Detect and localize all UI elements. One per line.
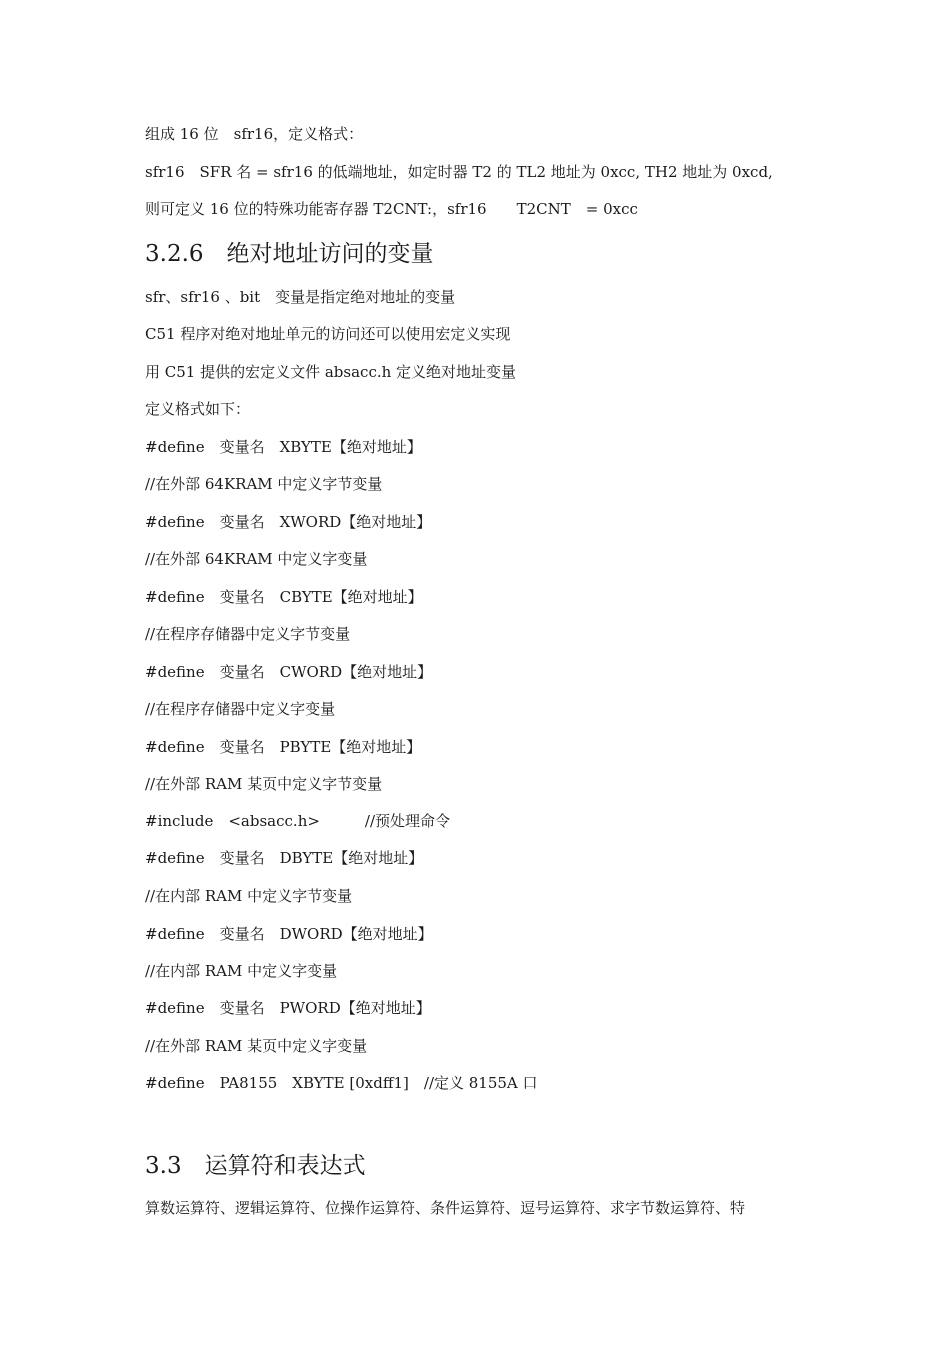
section-heading-3-2-6: 3.2.6 绝对地址访问的变量	[145, 241, 434, 267]
comment-line: //在外部 RAM 某页中定义字变量	[145, 1037, 368, 1055]
comment-line: //在内部 RAM 中定义字节变量	[145, 887, 353, 905]
code-line: #define 变量名 DBYTE【绝对地址】	[145, 849, 424, 867]
comment-line: //在程序存储器中定义字节变量	[145, 625, 351, 643]
section-heading-3-3: 3.3 运算符和表达式	[145, 1153, 366, 1179]
code-line: #define 变量名 XBYTE【绝对地址】	[145, 438, 422, 456]
body-line: 定义格式如下：	[145, 400, 251, 418]
comment-line: //在内部 RAM 中定义字变量	[145, 962, 338, 980]
code-line: #define 变量名 CWORD【绝对地址】	[145, 663, 433, 681]
code-line: #define PA8155 XBYTE [0xdff1] //定义 8155A 口	[145, 1074, 538, 1092]
code-line: #define 变量名 PWORD【绝对地址】	[145, 999, 431, 1017]
body-line: C51 程序对绝对地址单元的访问还可以使用宏定义实现	[145, 325, 511, 343]
intro-line-3: 则可定义 16 位的特殊功能寄存器 T2CNT:，sfr16 T2CNT = 0xcc	[145, 200, 638, 218]
code-line: #define 变量名 DWORD【绝对地址】	[145, 925, 433, 943]
code-line: #define 变量名 PBYTE【绝对地址】	[145, 738, 422, 756]
comment-line: //在外部 64KRAM 中定义字变量	[145, 550, 368, 568]
body-line: 用 C51 提供的宏定义文件 absacc.h 定义绝对地址变量	[145, 363, 517, 381]
comment-line: //在程序存储器中定义字变量	[145, 700, 336, 718]
intro-line-1: 组成 16 位 sfr16，定义格式：	[145, 125, 364, 143]
comment-line: //在外部 RAM 某页中定义字节变量	[145, 775, 383, 793]
code-line: #define 变量名 XWORD【绝对地址】	[145, 513, 432, 531]
comment-line: //在外部 64KRAM 中定义字节变量	[145, 475, 383, 493]
code-line: #include <absacc.h> //预处理命令	[145, 812, 451, 830]
body-line: sfr、sfr16 、bit 变量是指定绝对地址的变量	[145, 288, 456, 306]
code-line: #define 变量名 CBYTE【绝对地址】	[145, 588, 423, 606]
body-line: 算数运算符、逻辑运算符、位操作运算符、条件运算符、逗号运算符、求字节数运算符、特	[145, 1199, 746, 1217]
intro-line-2: sfr16 SFR 名 = sfr16 的低端地址，如定时器 T2 的 TL2 地址为 0xcc, TH2 地址为 0xcd,	[145, 163, 773, 181]
